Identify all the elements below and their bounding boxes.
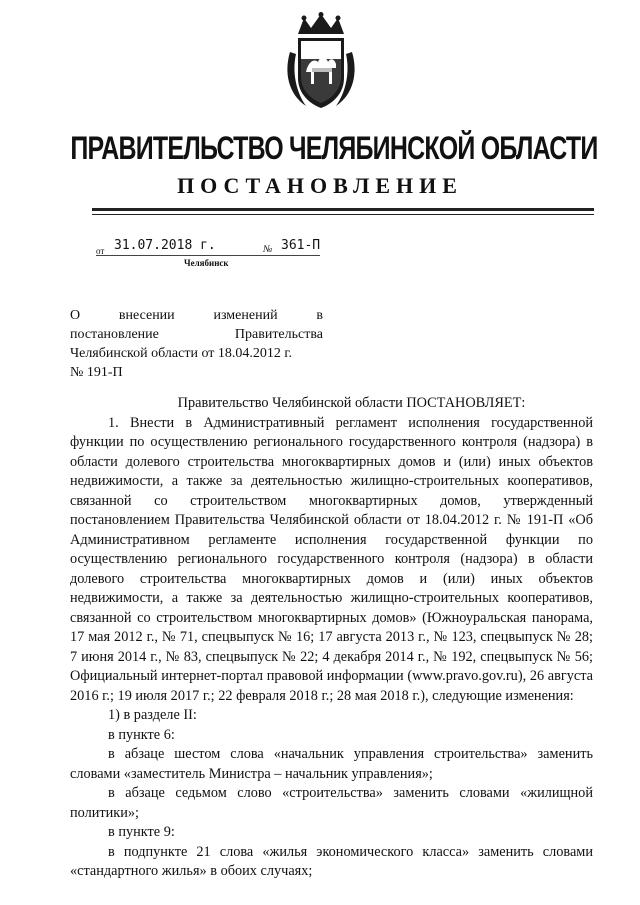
document-number: 361-П [281,238,321,253]
government-title: ПРАВИТЕЛЬСТВО ЧЕЛЯБИНСКОЙ ОБЛАСТИ [70,130,598,166]
body-paragraph: в пункте 9: [108,824,175,840]
from-label: от [96,246,105,256]
document-type: ПОСТАНОВЛЕНИЕ [177,173,463,198]
city-name: Челябинск [184,258,229,268]
body-paragraph: 1) в разделе II: [108,707,197,723]
body-paragraph: в подпункте 21 слова «жилья экономического класса» заменить словами «стандартного жилья» в обоих случаях; [70,843,593,879]
document-subject [70,306,323,382]
decree-statement: Правительство Челябинской области ПОСТАНОВЛЯЕТ: [177,395,526,411]
subject-line: № 191-П [70,365,123,380]
document-date: 31.07.2018 г. [114,238,216,253]
number-label: № [263,244,273,255]
body-paragraph: в пункте 6: [108,726,175,743]
header-rule-thin [92,214,594,215]
body-paragraph: в абзаце седьмом слово «строительства» заменить словами «жилищной политики»; [70,785,593,821]
date-underline [96,255,320,256]
coat-of-arms-icon [284,12,358,112]
document-body [70,394,593,882]
header-rule-thick [92,208,594,211]
body-paragraph: в абзаце шестом слова «начальник управления строительства» заменить словами «заместитель Министра – начальник управления»; [70,746,593,782]
subject-line: О внесении изменений в [70,308,323,323]
subject-line: Челябинской области от 18.04.2012 г. [70,346,293,361]
subject-line: постановление Правительства [70,327,323,342]
body-paragraph: 1. Внести в Административный регламент исполнения государственной функции по осуществлению регионального государственного контроля (надзора) в области долевого строительства многоквартирных домов и (или) иных объектов недвижимости, а также за деятельностью жилищно-строительных кооперативов, связанной со строительством многоквартирных домов, утвержденный постановлением Правительства Челябинской области от 18.04.2012 г. № 191-П «Об Административном регламенте исполнения государственной функции по осуществлению регионального государственного контроля (надзора) в области долевого строительства многоквартирных домов и (или) иных объектов недвижимости, а также за деятельностью жилищно-строительных кооперативов, связанной со строительством многоквартирных домов» (Южноуральская панорама, 17 мая 2012 г., № 71, спецвыпуск № 16; 17 августа 2013 г., № 123, спецвыпуск № 28; 7 июня 2014 г., № 83, спецвыпуск № 22; 4 декабря 2014 г., № 192, спецвыпуск № 56; Официальный интернет-портал правовой информации (www.pravo.gov.ru), 26 августа 2016 г.; 19 июля 2017 г.; 22 февраля 2018 г.; 28 мая 2018 г.), следующие изменения: [70,414,593,704]
